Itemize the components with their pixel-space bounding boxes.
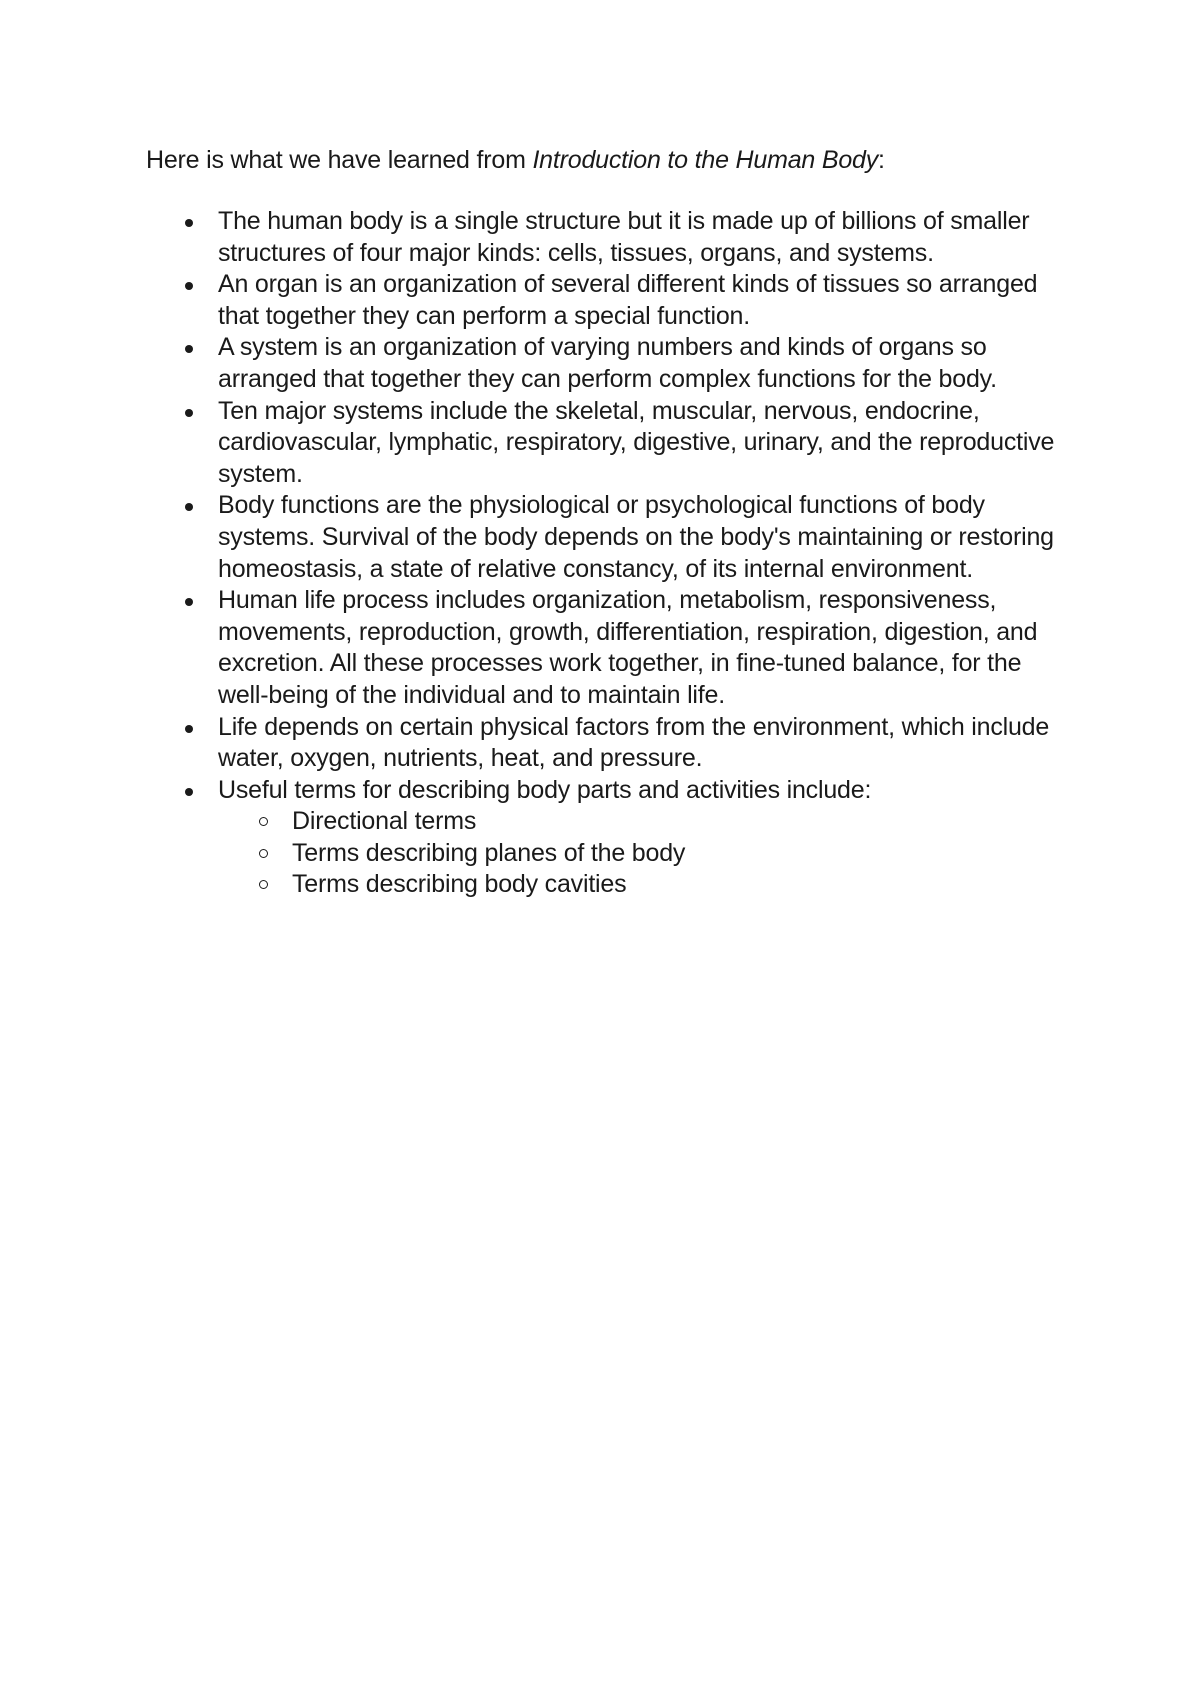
- sub-list-item: Terms describing body cavities: [292, 869, 1078, 901]
- sub-list-item: Terms describing planes of the body: [292, 838, 1078, 870]
- list-item: Ten major systems include the skeletal, muscular, nervous, endocrine, cardiovascular, lymphatic, respiratory, digestive, urinary, and the reproductive system.: [218, 396, 1078, 491]
- list-item: Life depends on certain physical factors from the environment, which include water, oxygen, nutrients, heat, and pressure.: [218, 712, 1078, 775]
- list-item: A system is an organization of varying numbers and kinds of organs so arranged that together they can perform complex functions for the body.: [218, 332, 1078, 395]
- sub-list-item: Directional terms: [292, 806, 1078, 838]
- summary-list: [218, 206, 1078, 901]
- intro-book-title: Introduction to the Human Body: [532, 146, 879, 174]
- intro-line: [146, 144, 885, 176]
- list-item-label: Useful terms for describing body parts and activities include:: [218, 775, 872, 804]
- list-item: Body functions are the physiological or psychological functions of body systems. Survival of the body depends on the body's maintaining or restoring homeostasis, a state of relative constancy, of its internal environment.: [218, 490, 1078, 585]
- sub-list: [218, 806, 1078, 901]
- list-item-useful-terms: [218, 775, 1078, 901]
- list-item: An organ is an organization of several different kinds of tissues so arranged that together they can perform a special function.: [218, 269, 1078, 332]
- list-item: Human life process includes organization, metabolism, responsiveness, movements, reproduction, growth, differentiation, respiration, digestion, and excretion. All these processes work together, in fine-tuned balance, for the well-being of the individual and to maintain life.: [218, 585, 1078, 711]
- list-item: The human body is a single structure but it is made up of billions of smaller structures of four major kinds: cells, tissues, organs, and systems.: [218, 206, 1078, 269]
- intro-prefix: Here is what we have learned from: [146, 146, 533, 174]
- intro-suffix: :: [878, 146, 885, 174]
